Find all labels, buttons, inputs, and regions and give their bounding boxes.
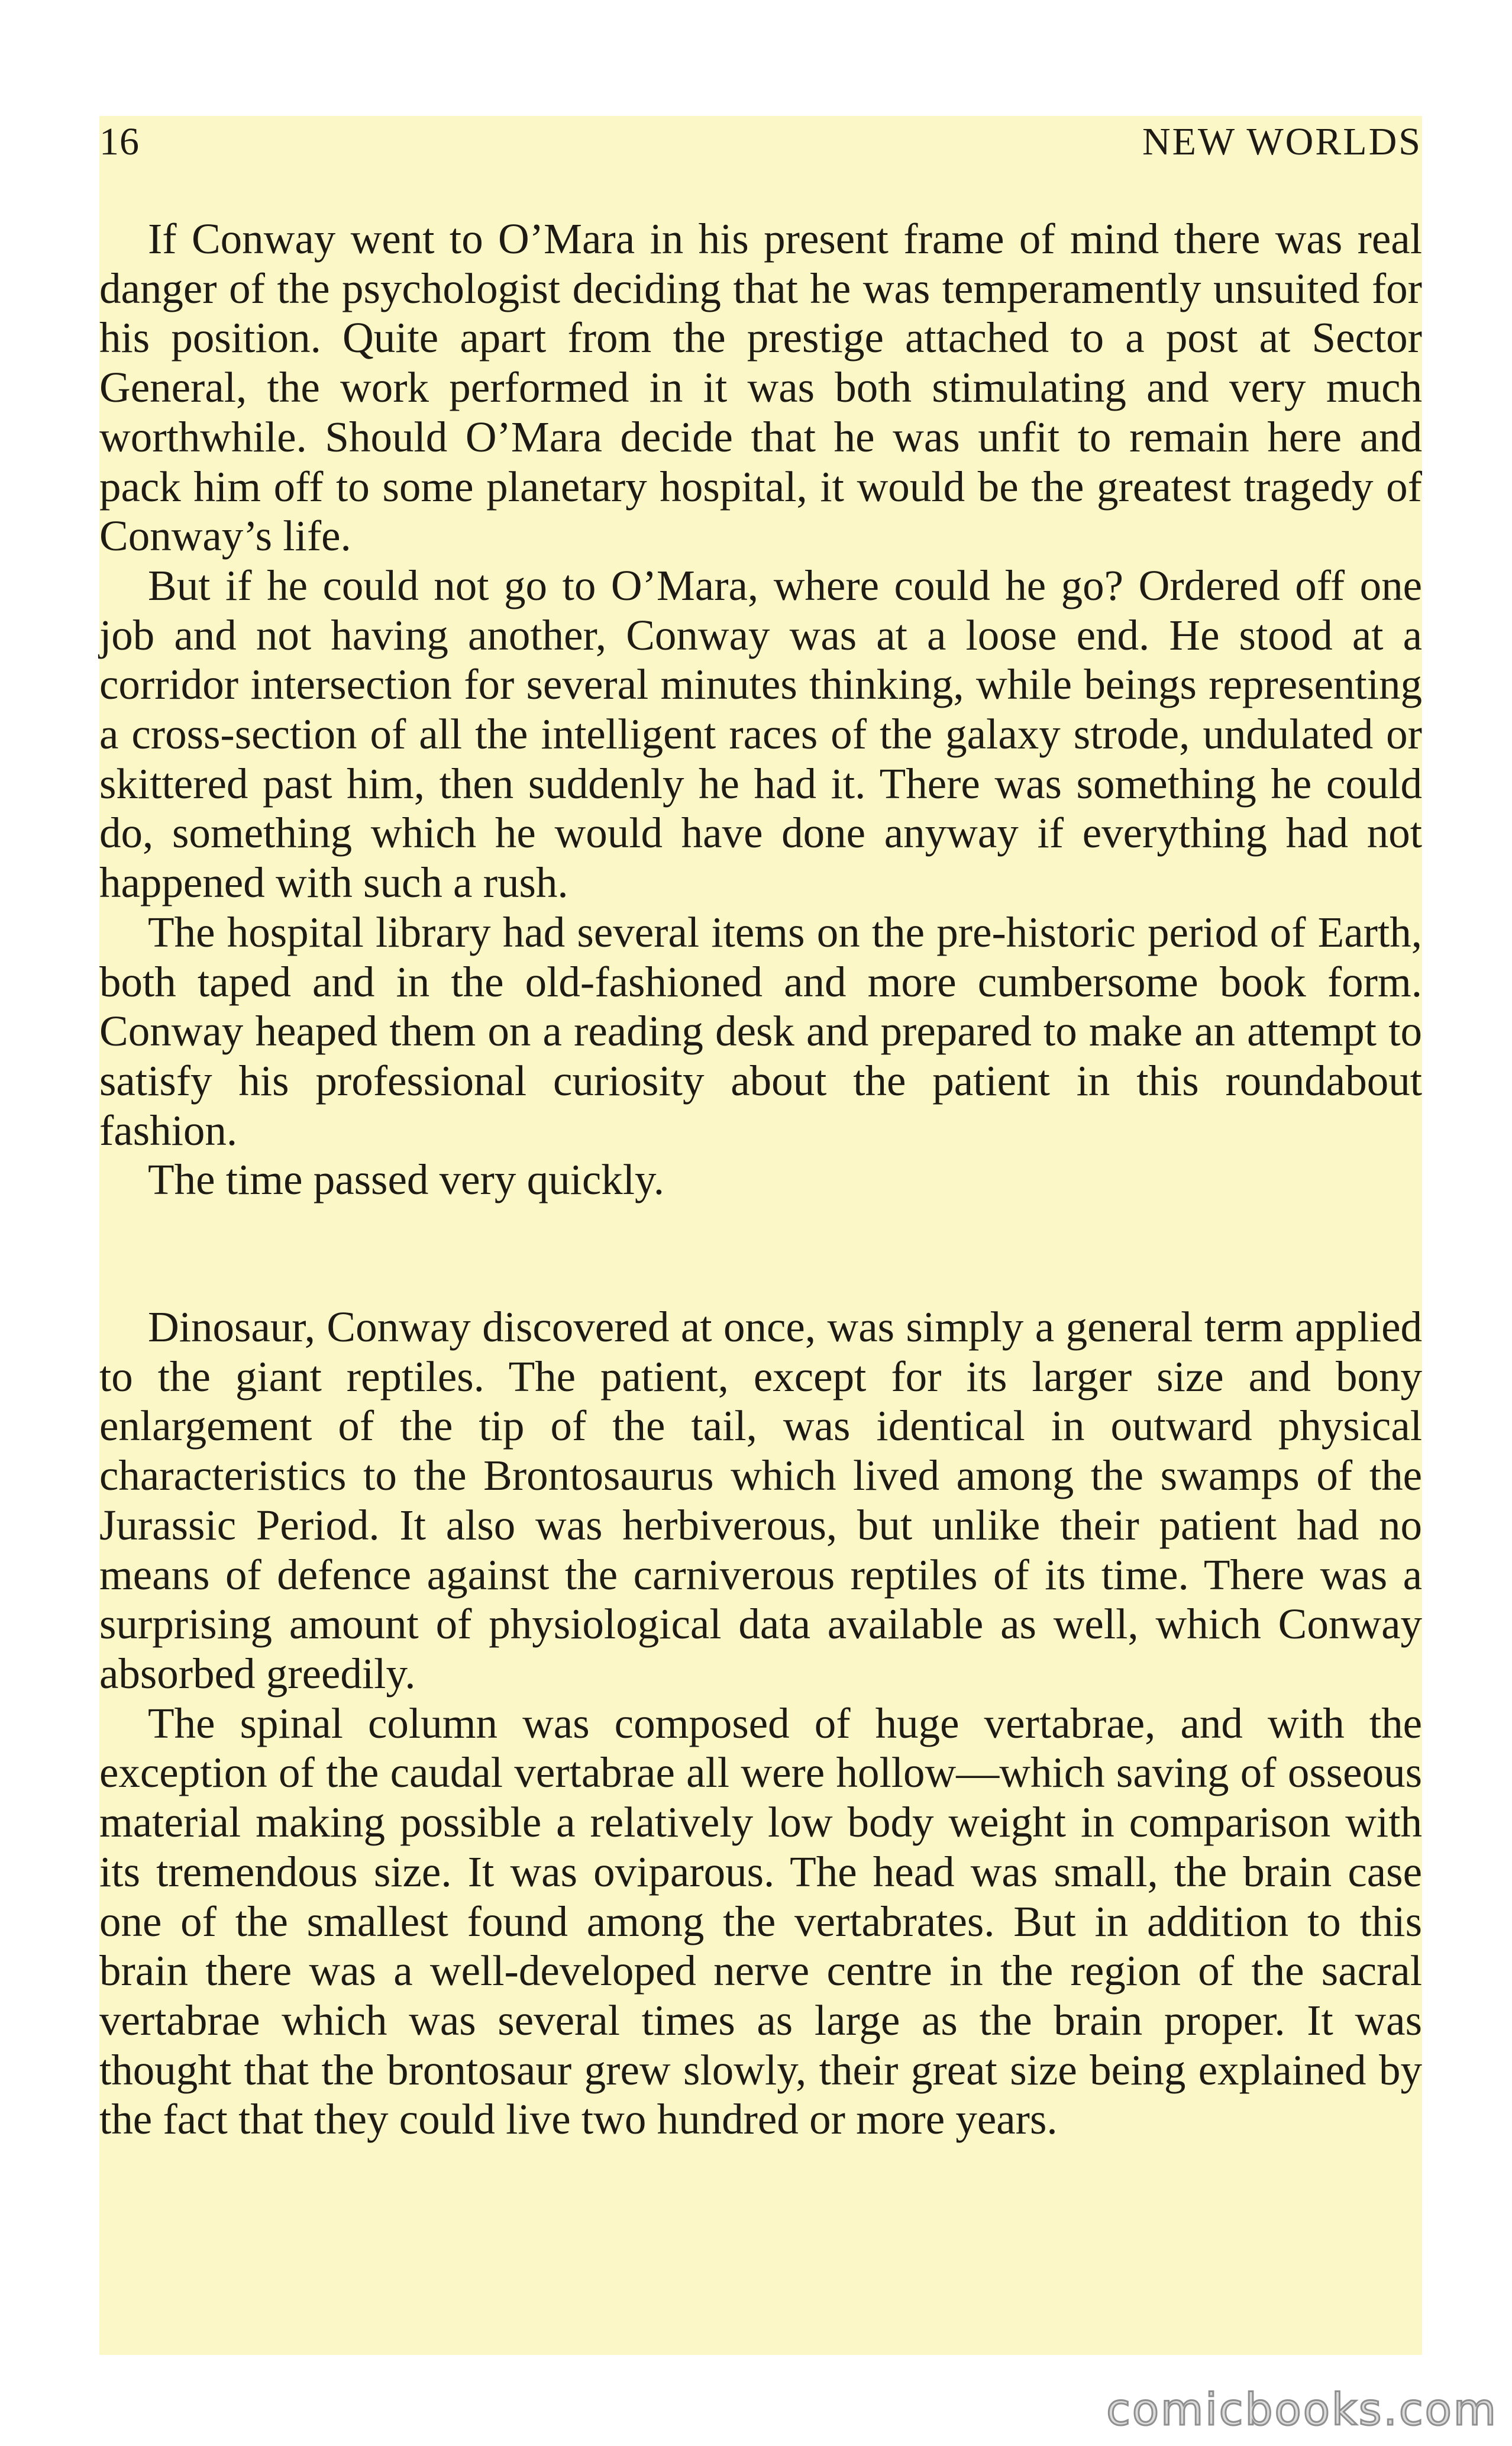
running-head: [99, 112, 1422, 172]
paragraph: If Conway went to O’Mara in his present frame of mind there was real danger of the psychologist deciding that he was temperamently unsuited for his position. Quite apart from the prestige attached to a post at Sector General, the work performed in it was both stimulating and very much worthwhile. Should O’Mara decide that he was unfit to remain here and pack him off to some planetary hospital, it would be the greatest tragedy of Conway’s life.: [99, 215, 1422, 560]
body-text: [99, 214, 1422, 2144]
page-number: 16: [99, 120, 140, 163]
journal-title: NEW WORLDS: [1142, 120, 1422, 163]
paragraph: But if he could not go to O’Mara, where could he go? Ordered off one job and not having another, Conway was at a loose end. He stood at a corridor intersection for several minutes thinking, while beings representing a cross-section of all the intelligent races of the galaxy strode, undulated or skittered past him, then suddenly he had it. There was something he could do, something which he would have done anyway if everything had not happened with such a rush.: [99, 561, 1422, 907]
section-break: [99, 1205, 1422, 1302]
paragraph: The hospital library had several items on the pre-historic period of Earth, both taped and in the old-fashioned and more cumbersome book form. Conway heaped them on a reading desk and prepared to make an attempt to satisfy his professional curiosity about the patient in this roundabout fashion.: [99, 908, 1422, 1154]
paragraph: The spinal column was composed of huge vertabrae, and with the exception of the caudal vertabrae all were hollow—which saving of osseous material making possible a relatively low body weight in comparison with its tremendous size. It was oviparous. The head was small, the brain case one of the smallest found among the vertabrates. But in addition to this brain there was a well-developed nerve centre in the region of the sacral vertabrae which was several times as large as the brain proper. It was thought that the brontosaur grew slowly, their great size being explained by the fact that they could live two hundred or more years.: [99, 1699, 1422, 2144]
paragraph: Dinosaur, Conway discovered at once, was simply a general term applied to the giant reptiles. The patient, except for its larger size and bony enlargement of the tip of the tail, was identical in outward physical characteristics to the Brontosaurus which lived among the swamps of the Jurassic Period. It also was herbiverous, but unlike their patient had no means of defence against the carniverous reptiles of its time. There was a surprising amount of physiological data available as well, which Conway absorbed greedily.: [99, 1303, 1422, 1698]
watermark: comicbooks.com: [1106, 2384, 1498, 2435]
paragraph: The time passed very quickly.: [148, 1156, 665, 1204]
